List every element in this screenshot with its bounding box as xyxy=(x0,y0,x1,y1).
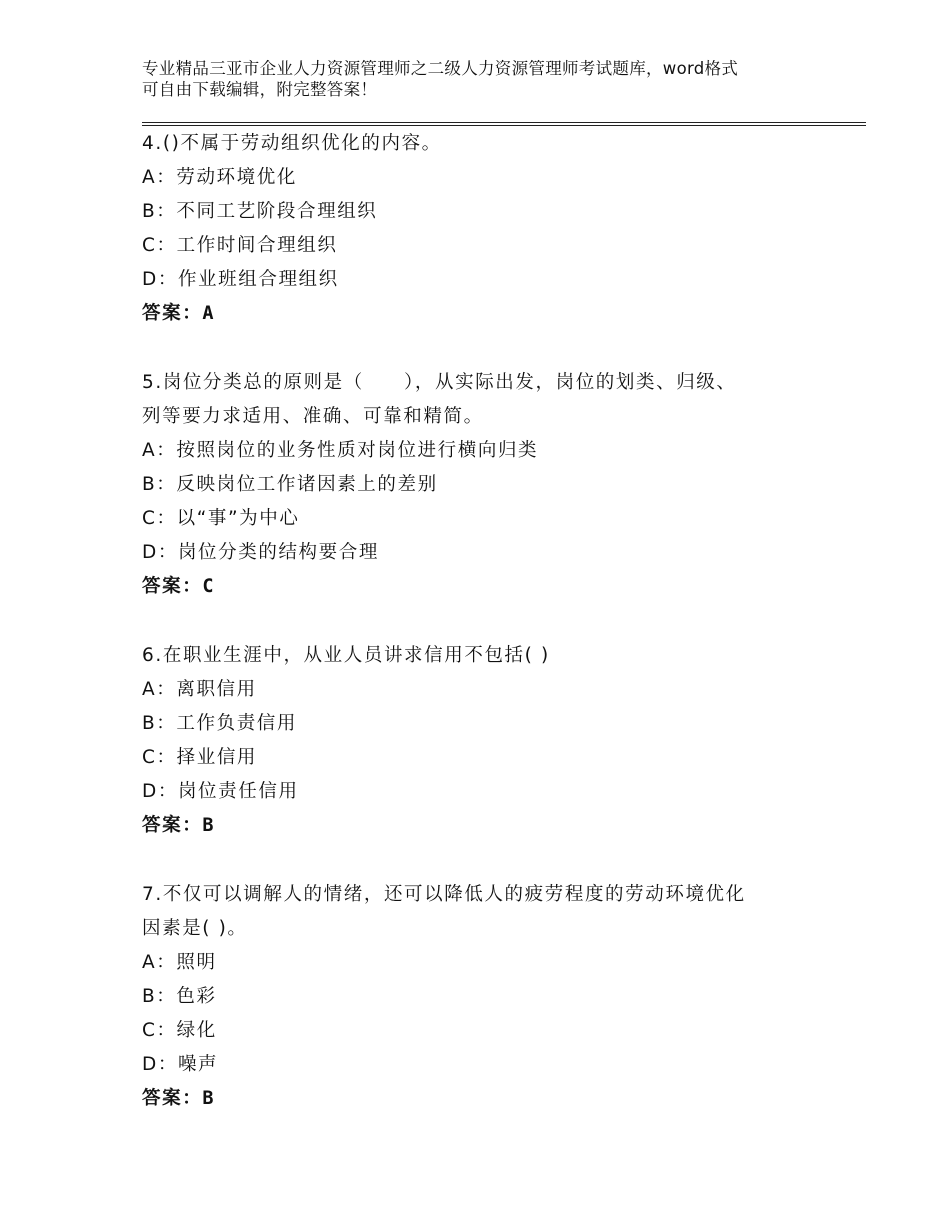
option-c: C：工作时间合理组织 xyxy=(142,235,338,256)
question-stem: 4.()不属于劳动组织优化的内容。 xyxy=(142,133,442,154)
question-stem: 6.在职业生涯中，从业人员讲求信用不包括( ) xyxy=(142,645,550,666)
option-c: C：绿化 xyxy=(142,1020,217,1041)
answer-line xyxy=(142,1082,822,1116)
question-stem-line-1: 5.岗位分类总的原则是（ ），从实际出发，岗位的划类、归级、 xyxy=(142,372,737,393)
option-a: A：离职信用 xyxy=(142,679,257,700)
option-b: B：色彩 xyxy=(142,986,217,1007)
answer-label: 答案： xyxy=(142,815,203,836)
option-c: C：择业信用 xyxy=(142,747,258,768)
answer-label: 答案： xyxy=(142,576,203,597)
header-line-2: 可自由下载编辑，附完整答案！ xyxy=(142,80,378,99)
option-a: A：照明 xyxy=(142,952,217,973)
answer-line xyxy=(142,809,822,843)
option-d: D：作业班组合理组织 xyxy=(142,269,339,290)
option-d: D：岗位责任信用 xyxy=(142,781,299,802)
option-a: A：按照岗位的业务性质对岗位进行横向归类 xyxy=(142,440,539,461)
option-b: B：反映岗位工作诸因素上的差别 xyxy=(142,474,438,495)
option-c: C：以“事”为中心 xyxy=(142,508,300,529)
option-b: B：工作负责信用 xyxy=(142,713,297,734)
question-7 xyxy=(142,878,822,1116)
question-stem-line-2: 列等要力求适用、准确、可靠和精简。 xyxy=(142,406,484,427)
header-line-1: 专业精品三亚市企业人力资源管理师之二级人力资源管理师考试题库，word格式 xyxy=(142,59,739,78)
question-6 xyxy=(142,639,822,843)
answer-value: A xyxy=(202,303,216,324)
question-stem-line-1: 7.不仅可以调解人的情绪，还可以降低人的疲劳程度的劳动环境优化 xyxy=(142,884,746,905)
answer-line xyxy=(142,570,822,604)
answer-line xyxy=(142,297,822,331)
answer-label: 答案： xyxy=(142,303,203,324)
answer-value: C xyxy=(202,576,216,597)
question-stem-line-2: 因素是( )。 xyxy=(142,918,248,939)
header-rule-top xyxy=(142,122,866,123)
question-5 xyxy=(142,366,822,604)
option-d: D：岗位分类的结构要合理 xyxy=(142,542,379,563)
answer-value: B xyxy=(202,1088,216,1109)
option-a: A：劳动环境优化 xyxy=(142,167,297,188)
question-4 xyxy=(142,127,822,331)
document-header xyxy=(142,58,842,100)
answer-value: B xyxy=(202,815,216,836)
option-b: B：不同工艺阶段合理组织 xyxy=(142,201,378,222)
option-d: D：噪声 xyxy=(142,1054,219,1075)
header-rule-bottom xyxy=(142,125,866,126)
answer-label: 答案： xyxy=(142,1088,203,1109)
